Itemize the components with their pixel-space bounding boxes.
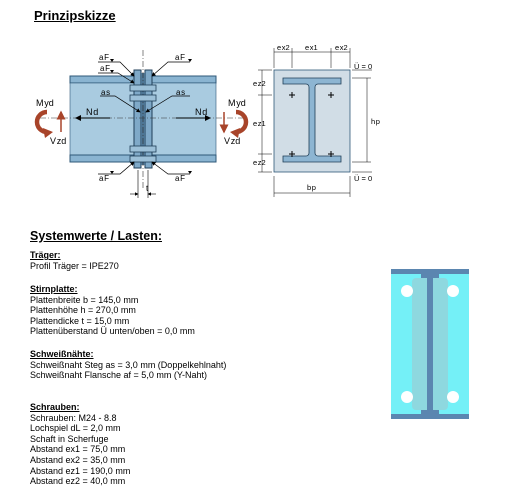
group-line: Schweißnaht Flansche af = 5,0 mm (Y-Naht)	[30, 370, 207, 381]
label-hp: h p	[371, 117, 380, 126]
label-nd-right: N d	[195, 107, 208, 117]
label-af-top-left: a F	[99, 53, 110, 62]
group-line: Profil Träger = IPE270	[30, 260, 119, 271]
moment-right-icon	[224, 112, 246, 138]
group-heading: Träger:	[30, 250, 61, 260]
label-ez1: e z1	[253, 119, 266, 128]
label-ez2-top: e z2	[253, 79, 266, 88]
label-af-bottom-right: a F	[175, 174, 186, 183]
label-bp: b p	[307, 183, 316, 192]
label-vzd-left: V zd	[50, 136, 67, 146]
beam-elevation	[40, 50, 248, 198]
label-ex2-left: e x2	[277, 43, 290, 52]
group-line: Plattenbreite b = 145,0 mm	[30, 294, 139, 305]
label-af-top-right: a F	[175, 53, 186, 62]
bolt-hole-icon	[447, 285, 459, 297]
group-heading: Schrauben:	[30, 402, 80, 412]
group-traeger	[30, 250, 119, 271]
group-line: Abstand ex1 = 75,0 mm	[30, 444, 126, 455]
label-u-bottom: Ü = 0	[354, 174, 373, 183]
endplate-rendering	[391, 269, 469, 419]
bolt-hole-icon	[401, 391, 413, 403]
label-u-top: Ü = 0	[354, 62, 373, 71]
group-line: Schweißnaht Steg as = 3,0 mm (Doppelkehlnaht)	[30, 359, 227, 370]
label-af-top-left-2: a F	[100, 64, 111, 73]
label-ez2-bottom: e z2	[253, 158, 266, 167]
group-line: Plattenüberstand Ü unten/oben = 0,0 mm	[30, 326, 195, 337]
label-nd-left: N d	[86, 107, 99, 117]
page-title: Prinzipskizze	[34, 8, 116, 23]
label-myd-left: M yd	[36, 98, 54, 108]
section-title: Systemwerte / Lasten:	[30, 229, 162, 243]
label-as-left: a s	[101, 88, 111, 97]
label-af-bottom-left: a F	[99, 174, 110, 183]
group-line: Abstand ez1 = 190,0 mm	[30, 465, 131, 476]
group-line: Schrauben: M24 - 8.8	[30, 412, 117, 423]
group-line: Plattenhöhe h = 270,0 mm	[30, 305, 136, 316]
group-heading: Schweißnähte:	[30, 349, 94, 359]
label-t: t	[146, 184, 149, 193]
label-ex2-right: e x2	[335, 43, 348, 52]
group-line: Plattendicke t = 15,0 mm	[30, 315, 130, 326]
moment-left-icon	[37, 112, 61, 138]
group-line: Abstand ex2 = 35,0 mm	[30, 454, 126, 465]
group-schweissnaehte	[30, 349, 226, 381]
label-myd-right: M yd	[228, 98, 246, 108]
label-ex1: e x1	[305, 43, 318, 52]
group-stirnplatte	[30, 284, 195, 337]
group-line: Schaft in Scherfuge	[30, 433, 109, 444]
bolt-hole-icon	[447, 391, 459, 403]
label-vzd-right: V zd	[224, 136, 241, 146]
group-heading: Stirnplatte:	[30, 284, 78, 294]
label-as-right: a s	[176, 88, 186, 97]
group-line: Lochspiel dL = 2,0 mm	[30, 423, 121, 434]
bolt-hole-icon	[401, 285, 413, 297]
group-schrauben	[30, 402, 130, 487]
group-line: Abstand ez2 = 40,0 mm	[30, 476, 126, 487]
